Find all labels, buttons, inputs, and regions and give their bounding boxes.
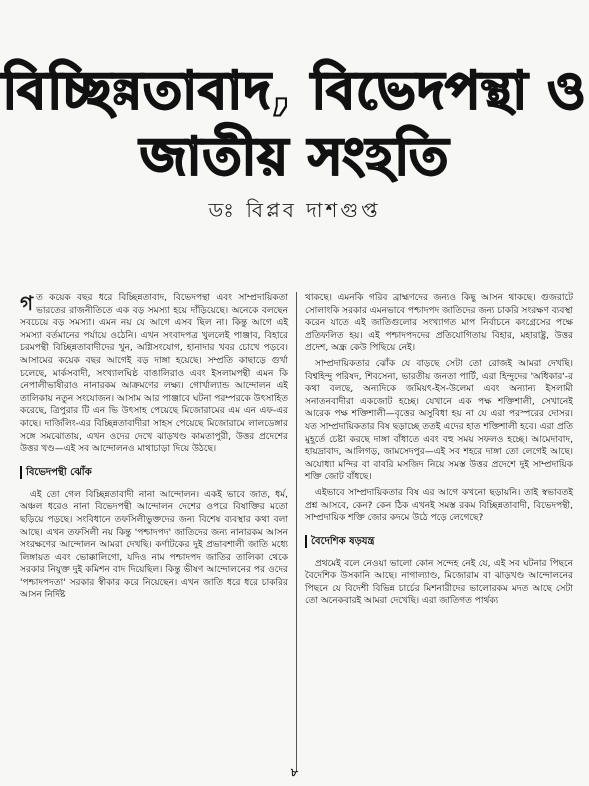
left-paragraph-1 xyxy=(20,292,288,456)
right-paragraph-3: এইভাবে সাম্প্রদায়িকতার বিষ এর আগে কখনো ছড়ায়নি। তাই স্বভাবতই প্রশ্ন আসবে, কেন? কেন ঠিক এখনই সমস্ত রকম বিচ্ছিন্নতাবাদী, বিভেদপন্থী, সাম্প্রদায়িক শক্তি জোর কদমে উঠে পড়ে লেগেছে? xyxy=(305,487,573,524)
right-paragraph-4: প্রথমেই বলে নেওয়া ভালো কোন সন্দেহ নেই যে, এই সব ঘটনার পিছনে বৈদেশিক উসকানি আছে। নাগাল্যাণ্ড, মিজোরাম বা ঝাড়খণ্ড আন্দোলনের পিছনে যে বিদেশী বিভিন্ন চার্চের মিশনারীদের ভালোরকম মদত আছে সেটা তো অনেকবারই আমরা দেখেছি। এরা জাতিগত পার্থক্য xyxy=(305,558,573,607)
left-paragraph-1-text: ত কয়েক বছর ধরে বিচ্ছিন্নতাবাদ, বিভেদপন্থা এবং সাম্প্রদায়িকতা ভারতের রাজনীতিতে এক বড় সমস্যা হয়ে দাঁড়িয়েছে। অনেকে বলছেন সবচেয়ে বড় সমস্যা। এমন নয় যে আগে এসব ছিল না। কিন্তু আগে এই সমস্যা বর্তমানের পর্যায়ে ওঠেনি। এখন সংবাদপত্র খুললেই পাঞ্জাব, বিহারে চরমপন্থী বিচ্ছিন্নতাবাদীদের খুন, অগ্নিসংযোগ, হানাদার খবর চোখে পড়বে। আসামের কয়েক বছর আগেই বড় দাঙ্গা হয়েছে। সম্প্রতি কাছাড়ে গুর্খা চলেছে, মার্কসবাদী, সংখ্যালঘিষ্ঠ বাঙালিরাও এবং ইসলামপন্থী এমন কি নেপালীভাষীরাও নানারকম আক্রমণের লক্ষ্য। গোর্খাল্যান্ড আন্দোলন এই তালিকায় নতুন সংযোজন। আসাম আর পাঞ্জাবে ঘটনা পরম্পরকে উৎসাহিত করেছে, ত্রিপুরার টি এন ভি উৎসাহ পেয়েছে মিজোরামের এম এন এফ-এর কাছে। দার্জিলিং-এর বিচ্ছিন্নতাবাদীরা সাহস পেয়েছে মিজোরামে লালডেঙ্গার সঙ্গে সমঝোতায়, এখন ওদের দেখে ঝাড়খণ্ড কামতাপুরী, উত্তর প্রদেশের উত্তর খণ্ড—এই সব আন্দোলনও মাথাচাড়া দিয়ে উঠছে। xyxy=(20,293,288,455)
left-paragraph-2: এই তো গেল বিচ্ছিন্নতাবাদী নানা আন্দোলন। একই ভাবে জাত, ধর্ম, অঞ্চল ধরেও নানা বিভেদপন্থী আন্দোলন দেশের ওপরে বিষাক্তির মতো ছড়িয়ে পড়ছে। সংবিধানে তফসিলীভুক্তদের জন্য বিশেষ ব্যবস্থার কথা বলা আছে। এখন তফসিলী নয় কিন্তু 'পশ্চাদপদ' জাতিদের জন্য নানারকম আসন সংরক্ষণের আন্দোলন আমরা দেখছি। কর্ণাটকের দুই প্রভাবশালী জাতি মধ্যে লিঙ্গায়ত এবং ভোক্কালিগো, যদিও নাম পশ্চাদপদ জাতির তালিকা থেকে সরকার নিযুক্ত দুই কমিশন বাদ দিয়েছিল। কিন্তু ভীষণ আন্দোলনের পর ওদের 'পশ্চাদপদতা' সরকার স্বীকার করে নিয়েছেন। এখন জাতি ধরে ধরে চাকরির আসন নির্দিষ্ট xyxy=(20,489,288,601)
left-column xyxy=(20,292,288,605)
page-number: ৮ xyxy=(290,766,299,779)
column-divider xyxy=(296,292,297,772)
section-heading-foreign-conspiracy: বৈদেশিক ষড়যন্ত্র xyxy=(305,535,573,548)
title-line-2: জাতীয় সংহতি xyxy=(139,127,450,187)
title-line-1: বিচ্ছিন্নতাবাদ, বিভেদপন্থা ও xyxy=(2,61,587,121)
drop-cap: গ xyxy=(20,291,34,315)
article-title xyxy=(0,58,589,190)
author-byline: ডঃ বিপ্লব দাশগুপ্ত xyxy=(208,198,381,222)
right-column xyxy=(305,292,573,611)
right-paragraph-2: সাম্প্রদায়িকতার ঝোঁক যে বাড়ছে সেটা তো রোজই আমরা দেখছি। বিশ্বহিন্দু পরিষদ, শিবসেনা, ভারতীয় জনতা পার্টি, এরা হিন্দুদের 'অধিকার'-র কথা বলছে, অন্যদিকে জমিয়ৎ-ইস-উলেমা এবং অন্যান্য ইসলামী সনাতনবাদীরা একজোট হচ্ছে। যেখানে এক পক্ষ শক্তিশালী, সেখানেই আরেক পক্ষ শক্তিশালী—বৃত্তের অসুবিধা হয় না যে এরা পরস্পরের দোসর। যত সাম্প্রদায়িকতার বিষ ছড়াচ্ছে ততই এদের হাত শক্তিশালী হবে। এরা প্রতি মুহূর্তে চেষ্টা করছে দাঙ্গা বাঁধাতে এবং বহু সময় সফলও হচ্ছে। আমেদাবাদ, হায়দ্রাবাদ, আলিগড়, জামসেদপুর—এই সব শহরে দাঙ্গা তো লেগেই আছে। অযোধ্যা মন্দির বা বাবরি মসজিদ নিয়ে সমস্ত উত্তর প্রদেশে দুই সাম্প্রদায়িক শক্তি জোট বাঁধছে। xyxy=(305,358,573,483)
section-heading-divisive-tendency: বিভেদপন্থী ঝোঁক xyxy=(20,466,288,479)
right-paragraph-1: থাকছে। এমনকি গরিব ব্রাহ্মণদের জন্যও কিছু আসন থাকছে। গুজরাটে সোলাংকি সরকার এমনভাবে পশ্চাদপদ জাতিদের জন্য চাকরি সংরক্ষণ ব্যবস্থা করেন যাতে এই জাতিগুলোর সংখ্যাগত মাপ নির্বাচনে কংগ্রেসের পক্ষে প্রতিফলিত হয়। এই পশ্চাদপদদের প্রতিযোগিতায় বিহার, মহারাষ্ট্র, উত্তর প্রদেশ, অন্ধ্র কেউ পিছিয়ে নেই। xyxy=(305,293,573,354)
